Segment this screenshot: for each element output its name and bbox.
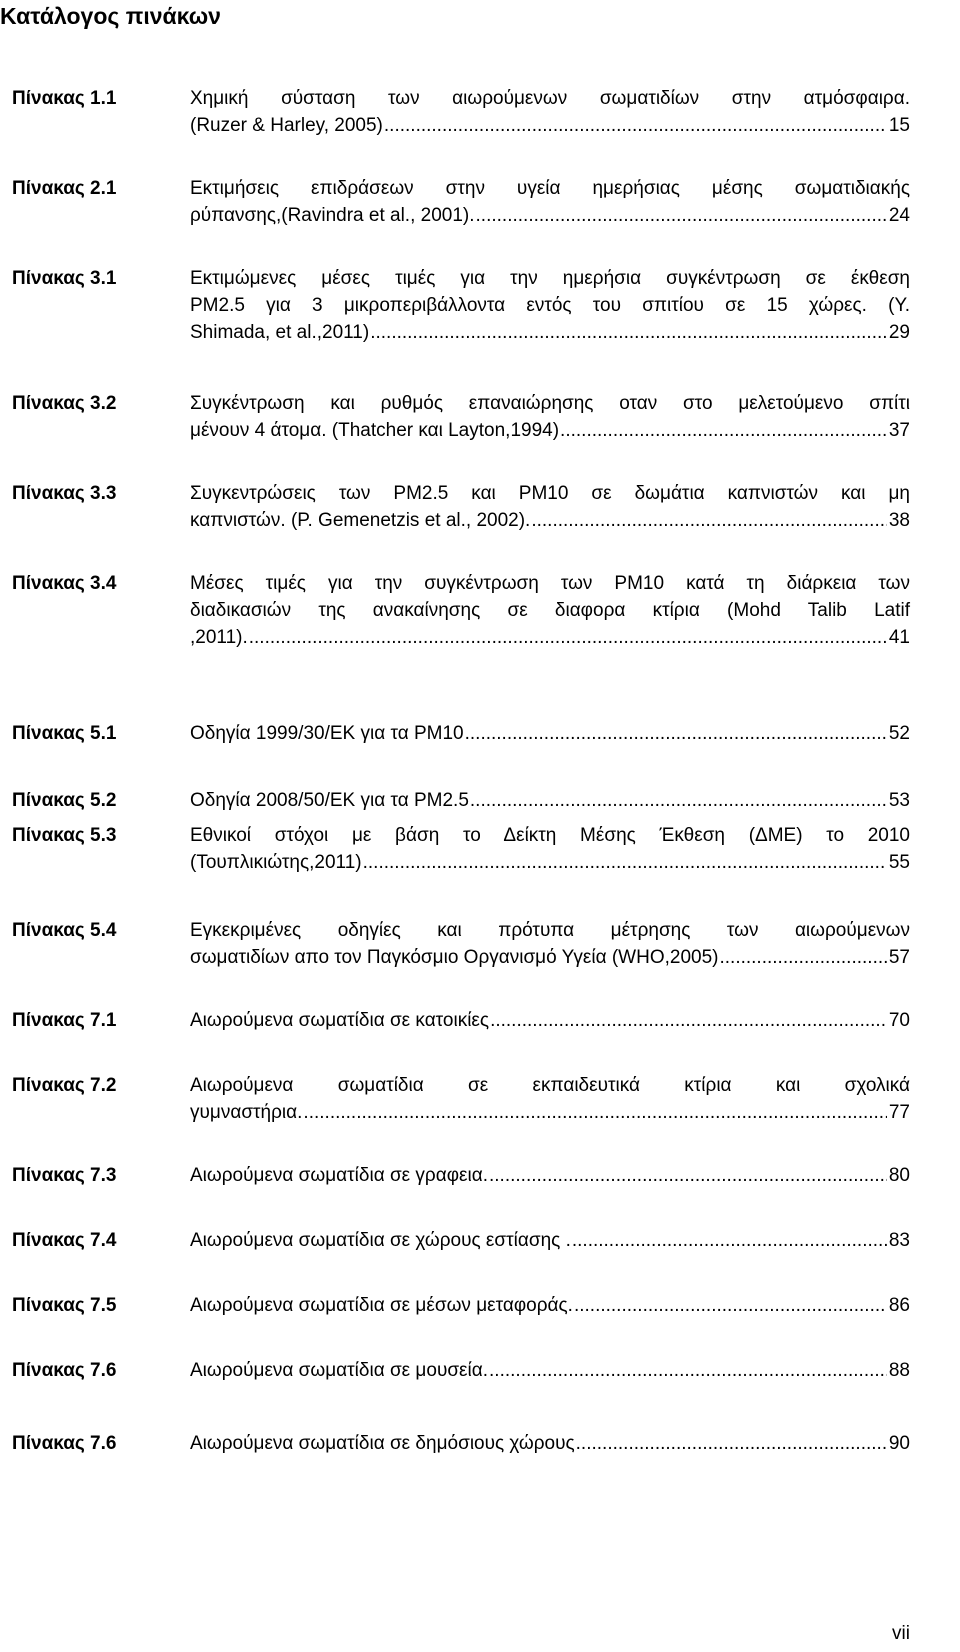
toc-entry-text xyxy=(190,1007,910,1034)
toc-entry-line: Οδηγία 2008/50/ΕΚ για τα PM2.5 xyxy=(190,790,469,811)
toc-page-number: 15 xyxy=(888,115,910,136)
toc-entry-line: σωματιδίων απο τον Παγκόσμιο Οργανισμό Υγεία (WHO,2005) xyxy=(190,947,719,968)
toc-entry-line: καπνιστών. (P. Gemenetzis et al., 2002). xyxy=(190,510,531,531)
toc-entry-last-line xyxy=(190,202,910,229)
page-title: Κατάλογος πινάκων xyxy=(0,3,221,29)
dot-leader xyxy=(470,787,887,814)
toc-entry-line: PM2.5 για 3 μικροπεριβάλλοντα εντός του σπιτίου σε 15 χώρες. (Y. xyxy=(190,295,910,316)
toc-entry-label: Πίνακας 7.1 xyxy=(12,1010,117,1031)
toc-entry-text xyxy=(190,822,910,876)
toc-entry-label: Πίνακας 7.3 xyxy=(12,1165,117,1186)
toc-entry-label: Πίνακας 2.1 xyxy=(12,178,117,199)
dot-leader xyxy=(384,112,887,139)
toc-page-number: 70 xyxy=(888,1010,910,1031)
toc-entry-text xyxy=(190,720,910,747)
toc-entry-last-line xyxy=(190,1292,910,1319)
toc-entry-text xyxy=(190,787,910,814)
toc-entry-text xyxy=(190,390,910,444)
toc-entry-last-line xyxy=(190,1227,910,1254)
toc-entry-line: Αιωρούμενα σωματίδια σε εκπαιδευτικά κτίρια και σχολικά xyxy=(190,1075,910,1096)
toc-page-number: 41 xyxy=(888,627,910,648)
toc-entry-line: Οδηγία 1999/30/ΕΚ για τα PM10 xyxy=(190,723,464,744)
toc-entry-line: Συγκεντρώσεις των PM2.5 και PM10 σε δωμάτια καπνιστών και μη xyxy=(190,483,910,504)
toc-entry-line: (Τουπλικιώτης,2011) xyxy=(190,852,362,873)
toc-entry-line: Χημική σύσταση των αιωρούμενων σωματιδίων στην ατμόσφαιρα. xyxy=(190,88,910,109)
toc-entry-line: Αιωρούμενα σωματίδια σε κατοικίες xyxy=(190,1010,490,1031)
toc-entry-line: Αιωρούμενα σωματίδια σε μουσεία. xyxy=(190,1360,489,1381)
toc-entry-text xyxy=(190,480,910,534)
dot-leader xyxy=(574,1292,887,1319)
toc-entry-line: (Ruzer & Harley, 2005) xyxy=(190,115,383,136)
toc-page-number: 83 xyxy=(888,1230,910,1251)
toc-page-number: 24 xyxy=(888,205,910,226)
toc-page-number: 88 xyxy=(888,1360,910,1381)
toc-entry-line: ρύπανσης,(Ravindra et al., 2001). xyxy=(190,205,475,226)
toc-entry-line: Εθνικοί στόχοι με βάση το Δείκτη Μέσης Έκθεση (ΔΜΕ) το 2010 xyxy=(190,825,910,846)
toc-entry-text xyxy=(190,917,910,971)
toc-entry-last-line xyxy=(190,849,910,876)
toc-entry-text xyxy=(190,1430,910,1457)
toc-entry-label: Πίνακας 7.2 xyxy=(12,1075,117,1096)
toc-entry-last-line xyxy=(190,787,910,814)
dot-leader xyxy=(489,1357,887,1384)
dot-leader xyxy=(576,1430,887,1457)
toc-entry-text xyxy=(190,1162,910,1189)
toc-entry-text xyxy=(190,1227,910,1254)
toc-entry-line: Αιωρούμενα σωματίδια σε δημόσιους χώρους xyxy=(190,1433,575,1454)
dot-leader xyxy=(572,1227,887,1254)
toc-entry-last-line xyxy=(190,1007,910,1034)
toc-entry-last-line xyxy=(190,1430,910,1457)
dot-leader xyxy=(370,319,887,346)
dot-leader xyxy=(719,944,886,971)
toc-page-number: 55 xyxy=(888,852,910,873)
dot-leader xyxy=(465,720,887,747)
toc-entry-text xyxy=(190,570,910,651)
toc-entry-label: Πίνακας 7.6 xyxy=(12,1360,117,1381)
toc-entry-label: Πίνακας 3.2 xyxy=(12,393,117,414)
dot-leader xyxy=(363,849,887,876)
toc-entry-last-line xyxy=(190,1357,910,1384)
toc-page-number: 52 xyxy=(888,723,910,744)
toc-entry-last-line xyxy=(190,624,910,651)
toc-page-number: 53 xyxy=(888,790,910,811)
toc-entry-last-line xyxy=(190,507,910,534)
toc-entry-line: μένουν 4 άτομα. (Thatcher και Layton,1994) xyxy=(190,420,560,441)
toc-entry-line: Εκτιμώμενες μέσες τιμές για την ημερήσια συγκέντρωση σε έκθεση xyxy=(190,268,910,289)
toc-entry-line: Αιωρούμενα σωματίδια σε γραφεια. xyxy=(190,1165,488,1186)
toc-entry-text xyxy=(190,1357,910,1384)
toc-entry-line: Μέσες τιμές για την συγκέντρωση των PM10 κατά τη διάρκεια των xyxy=(190,573,910,594)
dot-leader xyxy=(476,202,887,229)
toc-entry-text xyxy=(190,1292,910,1319)
toc-entry-line: Εγκεκριμένες οδηγίες και πρότυπα μέτρησης των αιωρούμενων xyxy=(190,920,910,941)
toc-entry-line: γυμναστήρια. xyxy=(190,1102,303,1123)
toc-entry-label: Πίνακας 7.6 xyxy=(12,1433,117,1454)
toc-entry-line: ,2011). xyxy=(190,627,248,648)
toc-entry-line: Εκτιμήσεις επιδράσεων στην υγεία ημερήσιας μέσης σωματιδιακής xyxy=(190,178,910,199)
toc-entry-text xyxy=(190,265,910,346)
toc-entry-label: Πίνακας 3.4 xyxy=(12,573,117,594)
toc-page-number: 37 xyxy=(888,420,910,441)
toc-entry-last-line xyxy=(190,112,910,139)
dot-leader xyxy=(490,1007,887,1034)
toc-entry-label: Πίνακας 3.3 xyxy=(12,483,117,504)
toc-entry-line: Αιωρούμενα σωματίδια σε μέσων μεταφοράς. xyxy=(190,1295,573,1316)
toc-entry-text xyxy=(190,85,910,139)
toc-entry-line: Αιωρούμενα σωματίδια σε χώρους εστίασης . xyxy=(190,1230,571,1251)
toc-entry-label: Πίνακας 7.4 xyxy=(12,1230,117,1251)
toc-entry-line: διαδικασιών της ανακαίνησης σε διαφορα κτίρια (Mohd Talib Latif xyxy=(190,600,910,621)
toc-entry-line: Shimada, et al.,2011) xyxy=(190,322,370,343)
toc-entry-last-line xyxy=(190,1162,910,1189)
toc-entry-last-line xyxy=(190,1099,910,1126)
toc-entry-text xyxy=(190,175,910,229)
toc-page-number: 77 xyxy=(888,1102,910,1123)
toc-entry-last-line xyxy=(190,720,910,747)
toc-page-number: 86 xyxy=(888,1295,910,1316)
toc-entry-label: Πίνακας 5.1 xyxy=(12,723,117,744)
toc-entry-label: Πίνακας 3.1 xyxy=(12,268,117,289)
toc-entry-label: Πίνακας 7.5 xyxy=(12,1295,117,1316)
dot-leader xyxy=(531,507,887,534)
dot-leader xyxy=(560,417,887,444)
dot-leader xyxy=(489,1162,887,1189)
toc-entry-label: Πίνακας 1.1 xyxy=(12,88,117,109)
toc-entry-line: Συγκέντρωση και ρυθμός επαναιώρησης οταν στο μελετούμενο σπίτι xyxy=(190,393,910,414)
toc-page-number: 90 xyxy=(888,1433,910,1454)
dot-leader xyxy=(249,624,887,651)
toc-entry-last-line xyxy=(190,319,910,346)
toc-page-number: 57 xyxy=(888,947,910,968)
page-number: vii xyxy=(892,1623,910,1644)
toc-entry-label: Πίνακας 5.3 xyxy=(12,825,117,846)
toc-page-number: 80 xyxy=(888,1165,910,1186)
toc-entry-label: Πίνακας 5.4 xyxy=(12,920,117,941)
toc-entry-last-line xyxy=(190,417,910,444)
toc-page-number: 29 xyxy=(888,322,910,343)
toc-page-number: 38 xyxy=(888,510,910,531)
toc-entry-last-line xyxy=(190,944,910,971)
toc-entry-text xyxy=(190,1072,910,1126)
dot-leader xyxy=(303,1099,886,1126)
toc-entry-label: Πίνακας 5.2 xyxy=(12,790,117,811)
